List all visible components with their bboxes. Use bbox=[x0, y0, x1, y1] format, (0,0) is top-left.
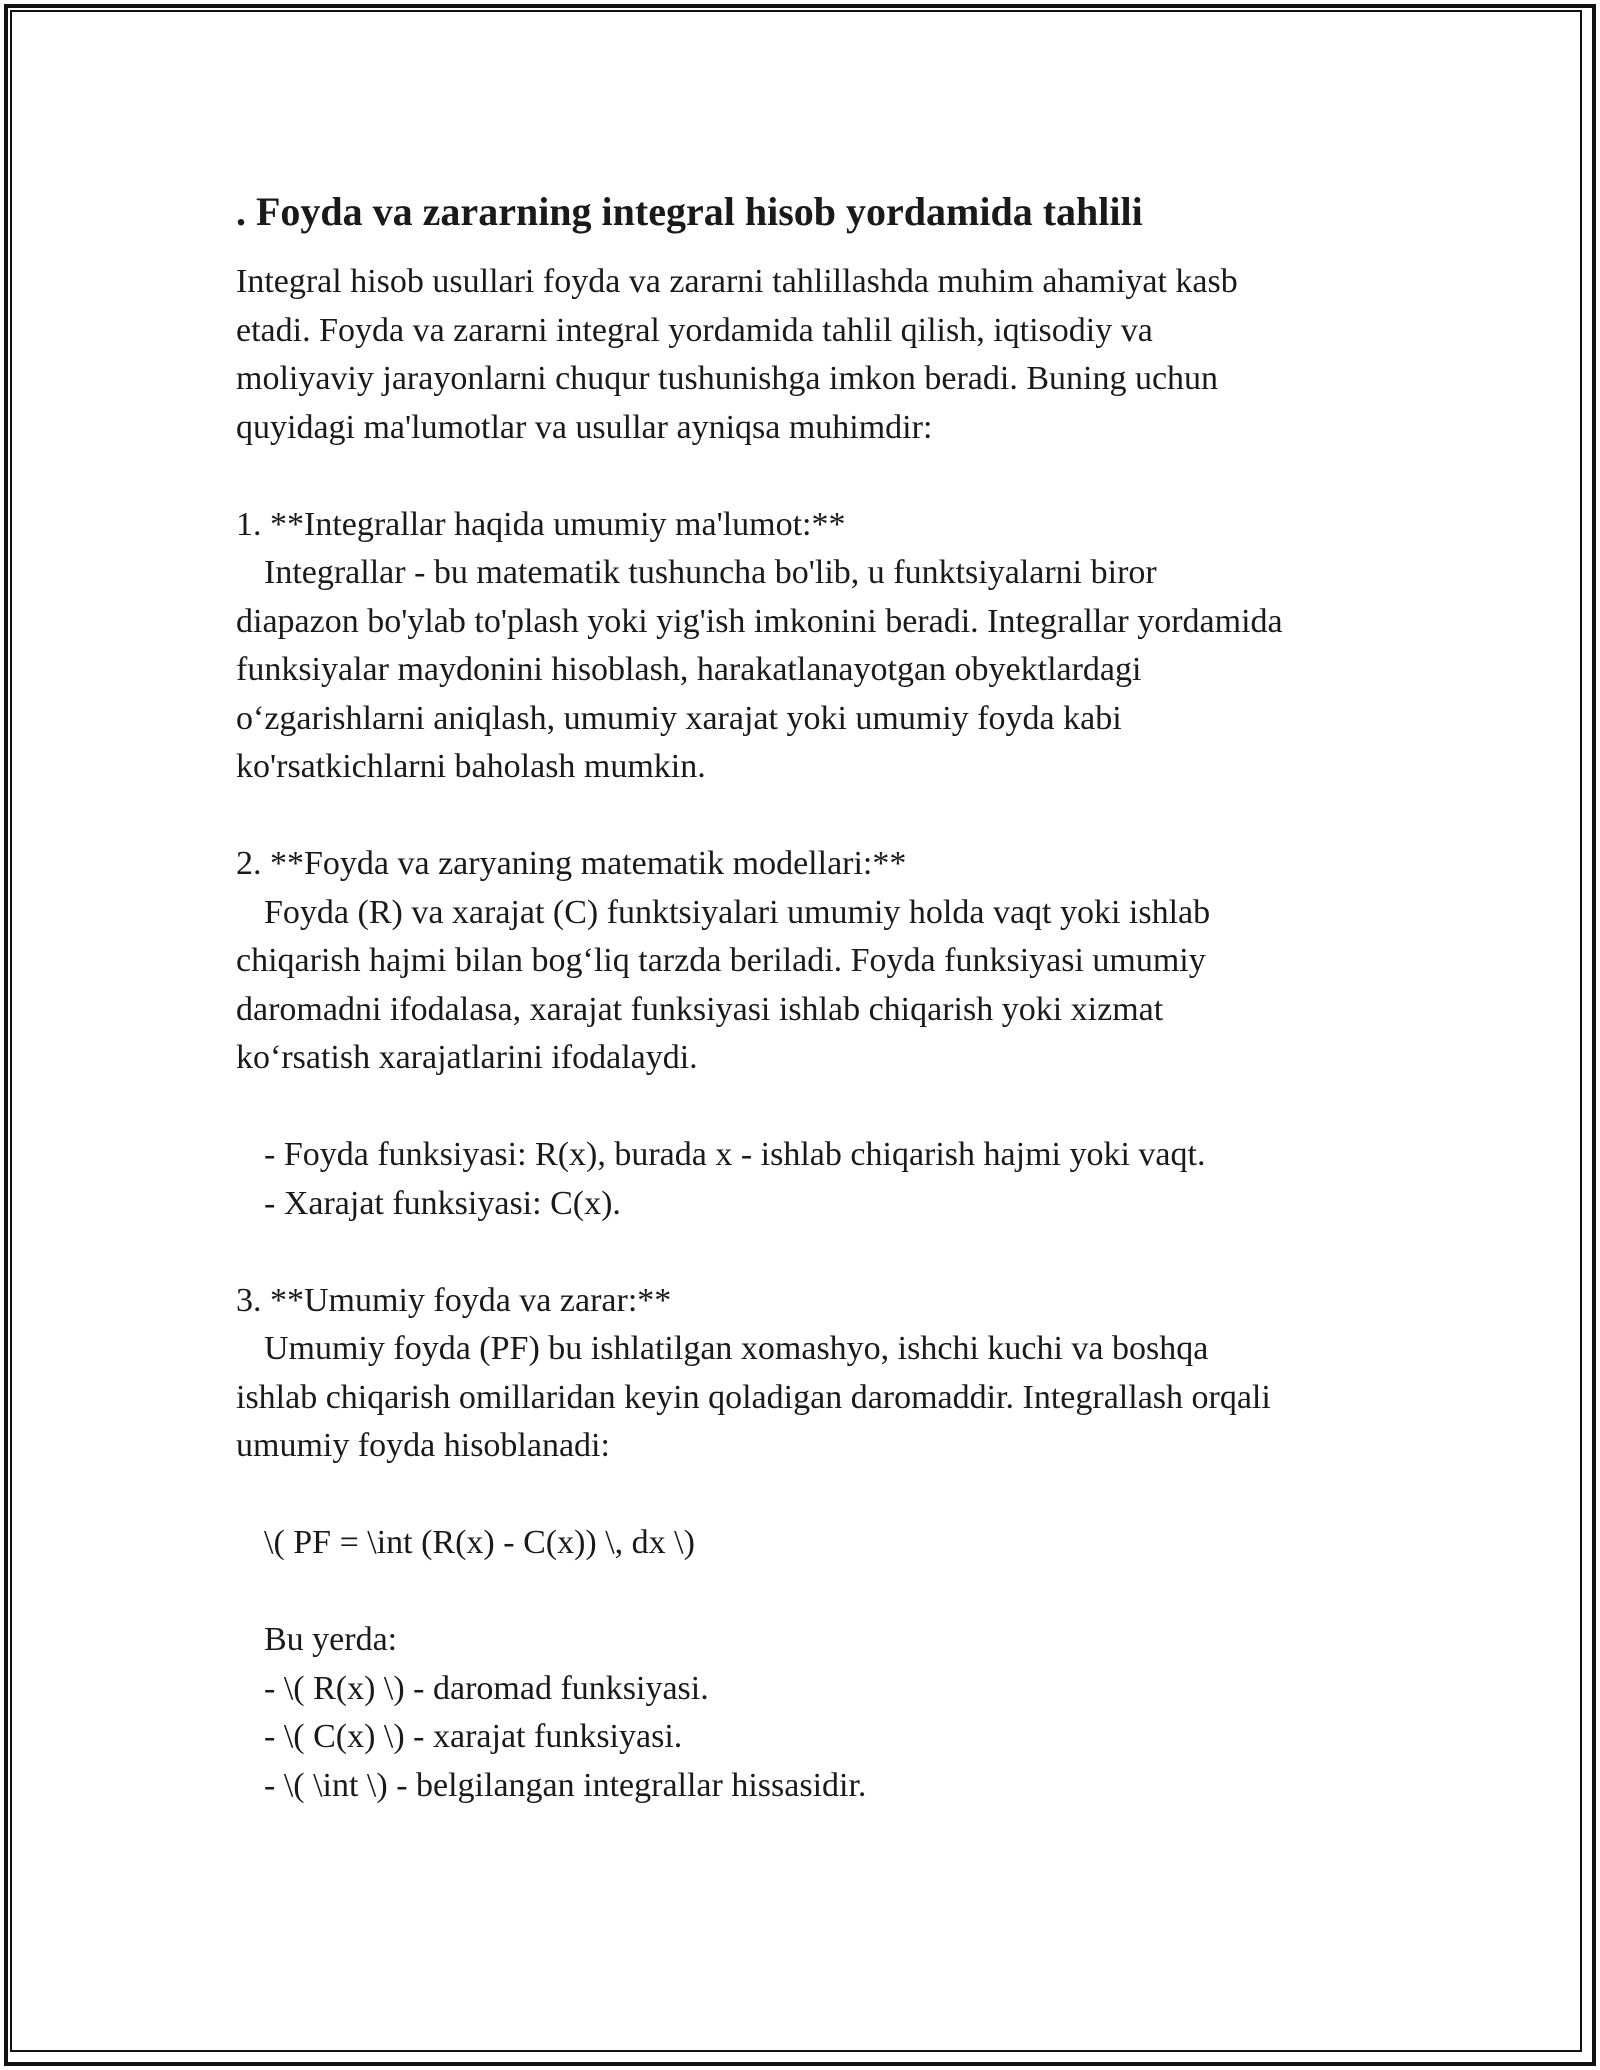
document-body bbox=[236, 186, 1386, 1810]
section-2-bullet: - Xarajat funksiyasi: C(x). bbox=[264, 1184, 621, 1222]
formula: \( PF = \int (R(x) - C(x)) \, dx \) bbox=[264, 1524, 695, 1561]
intro-paragraph bbox=[236, 258, 1386, 452]
section-1 bbox=[236, 501, 1386, 792]
spacer bbox=[236, 1228, 1386, 1277]
section-3 bbox=[236, 1277, 1386, 1811]
section-3-line: umumiy foyda hisoblanadi: bbox=[236, 1427, 610, 1464]
intro-line: etadi. Foyda va zararni integral yordamida tahlil qilish, iqtisodiy va bbox=[236, 311, 1153, 349]
section-1-line: ko'rsatkichlarni baholash mumkin. bbox=[236, 748, 706, 785]
spacer bbox=[236, 792, 1386, 841]
section-1-heading: 1. **Integrallar haqida umumiy ma'lumot:** bbox=[236, 505, 846, 543]
section-3-heading: 3. **Umumiy foyda va zarar:** bbox=[236, 1281, 672, 1319]
section-3-line: Umumiy foyda (PF) bu ishlatilgan xomashyo, ishchi kuchi va boshqa bbox=[264, 1330, 1209, 1367]
section-2-heading: 2. **Foyda va zaryaning matematik modellari:** bbox=[236, 845, 907, 882]
spacer bbox=[236, 1083, 1386, 1132]
section-2-line: Foyda (R) va xarajat (C) funktsiyalari umumiy holda vaqt yoki ishlab bbox=[264, 893, 1211, 931]
section-3-line: ishlab chiqarish omillaridan keyin qoladigan daromaddir. Integrallash orqali bbox=[236, 1378, 1271, 1416]
section-1-line: diapazon bo'ylab to'plash yoki yig'ish imkonini beradi. Integrallar yordamida bbox=[236, 602, 1283, 640]
intro-line: Integral hisob usullari foyda va zararni tahlillashda muhim ahamiyat kasb bbox=[236, 263, 1238, 300]
section-2-line: daromadni ifodalasa, xarajat funksiyasi ishlab chiqarish yoki xizmat bbox=[236, 990, 1164, 1028]
intro-line: moliyaviy jarayonlarni chuqur tushunishga imkon beradi. Buning uchun bbox=[236, 360, 1219, 397]
spacer bbox=[236, 1568, 1386, 1617]
section-1-line: o‘zgarishlarni aniqlash, umumiy xarajat yoki umumiy foyda kabi bbox=[236, 699, 1122, 737]
section-2-bullet: - Foyda funksiyasi: R(x), burada x - ishlab chiqarish hajmi yoki vaqt. bbox=[264, 1136, 1206, 1173]
spacer bbox=[236, 1471, 1386, 1520]
section-3-bullet: - \( R(x) \) - daromad funksiyasi. bbox=[264, 1669, 709, 1707]
section-3-bullet: - \( C(x) \) - xarajat funksiyasi. bbox=[264, 1718, 683, 1755]
section-2-line: ko‘rsatish xarajatlarini ifodalaydi. bbox=[236, 1039, 698, 1076]
section-2-line: chiqarish hajmi bilan bog‘liq tarzda beriladi. Foyda funksiyasi umumiy bbox=[236, 942, 1206, 979]
section-3-bullet: - \( \int \) - belgilangan integrallar hissasidir. bbox=[264, 1766, 867, 1804]
intro-line: quyidagi ma'lumotlar va usullar ayniqsa muhimdir: bbox=[236, 408, 933, 446]
section-2 bbox=[236, 840, 1386, 1228]
section-1-line: Integrallar - bu matematik tushuncha bo'lib, u funktsiyalarni biror bbox=[264, 554, 1157, 591]
document-title: . Foyda va zararning integral hisob yordamida tahlili bbox=[236, 189, 1143, 234]
spacer bbox=[236, 452, 1386, 501]
where-label: Bu yerda: bbox=[264, 1621, 398, 1658]
section-1-line: funksiyalar maydonini hisoblash, harakatlanayotgan obyektlardagi bbox=[236, 651, 1142, 688]
